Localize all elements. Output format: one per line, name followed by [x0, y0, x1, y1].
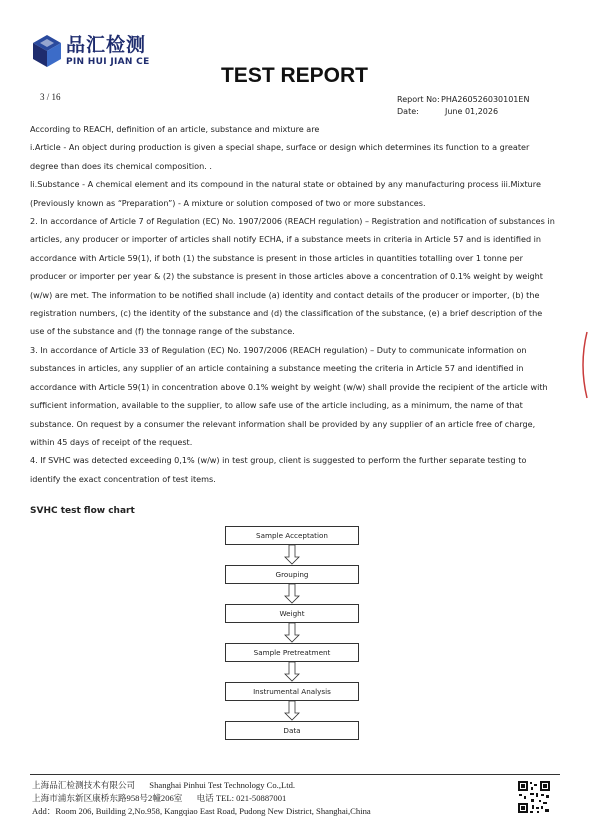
footer-divider [30, 774, 560, 775]
flow-step: Weight [225, 604, 359, 623]
down-arrow-icon [225, 584, 361, 604]
company-logo [32, 34, 150, 68]
flow-step: Sample Pretreatment [225, 643, 359, 662]
footer-address-en: Add：Room 206, Building 2,No.958, Kangqiao East Road, Pudong New District, Shanghai,China [32, 806, 371, 816]
footer [32, 779, 383, 818]
paragraph: 4. If SVHC was detected exceeding 0,1% (w/w) in test group, client is suggested to perform the further separate testing to identify the exact concentration of test items. [30, 455, 527, 484]
flow-step: Data [225, 721, 359, 740]
down-arrow-icon [225, 662, 361, 682]
side-seal-stamp [578, 330, 589, 400]
footer-address-cn: 上海市浦东新区康桥东路958号2幢206室 [32, 793, 183, 803]
logo-chinese-name: 品汇检测 [66, 33, 147, 56]
date-label: Date: [397, 107, 419, 116]
qr-code-icon [517, 780, 551, 814]
report-no-label: Report No: [397, 95, 440, 104]
flow-step: Instrumental Analysis [225, 682, 359, 701]
paragraph: i.Article - An object during production is given a special shape, surface or design which determines its function to a greater degree than does its chemical composition. . [30, 142, 530, 171]
down-arrow-icon [225, 545, 361, 565]
cube-logo-icon [32, 34, 62, 68]
paragraph: According to REACH, definition of an article, substance and mixture are [30, 124, 320, 134]
paragraph: Ii.Substance - A chemical element and its compound in the natural state or obtained by any manufacturing process iii.Mixture (Previously known as “Preparation”) - A mixture or solution composed of two or more substances. [30, 179, 541, 208]
flow-chart-heading: SVHC test flow chart [30, 506, 135, 516]
down-arrow-icon [225, 623, 361, 643]
reach-definitions-text [30, 120, 557, 488]
footer-company-en: Shanghai Pinhui Test Technology Co.,Ltd. [149, 780, 296, 790]
footer-tel: 电话 TEL: 021-50887001 [196, 793, 287, 803]
report-meta [397, 94, 529, 118]
down-arrow-icon [225, 701, 361, 721]
flow-step: Grouping [225, 565, 359, 584]
svhc-flow-chart [225, 526, 361, 740]
logo-english-name: PIN HUI JIAN CE [66, 56, 150, 67]
paragraph: 2. In accordance of Article 7 of Regulation (EC) No. 1907/2006 (REACH regulation) – Registration and notification of substances in articles, any producer or importer of articles shall notify ECHA, if a substance meets in criteria in Article 57 and is identified in accordance with Article 59(1), if both (1) the substance is present in those articles in quantities totalling over 1 tonne per producer or importer per year & (2) the substance is present in those articles above a concentration of 0.1% weight by weight (w/w) are met. The information to be notified shall include (a) identity and contact details of the producer or importer, (b) the registration numbers, (c) the identity of the substance and (d) the classification of the substance, (e) a brief description of the use of the substance and (f) the tonnage range of the substance. [30, 216, 555, 337]
page-number: 3 / 16 [40, 92, 61, 102]
footer-company-cn: 上海品汇检测技术有限公司 [32, 780, 136, 790]
date-value: June 01,2026 [445, 107, 499, 116]
flow-step: Sample Acceptation [225, 526, 359, 545]
paragraph: 3. In accordance of Article 33 of Regulation (EC) No. 1907/2006 (REACH regulation) – Duty to communicate information on substances in articles, any supplier of an article containing a substance meeting the criteria in Article 57 and identified in accordance with Article 59(1) in concentration above 0.1% weight by weight (w/w) shall provide the recipient of the article with sufficient information, available to the supplier, to allow safe use of the article including, as a minimum, the name of that substance. On request by a consumer the relevant information shall be provided by any supplier of an article free of charge, within 45 days of receipt of the request. [30, 344, 548, 447]
page-title: TEST REPORT [220, 64, 368, 87]
report-no-value: PHA260526030101EN [441, 95, 530, 104]
